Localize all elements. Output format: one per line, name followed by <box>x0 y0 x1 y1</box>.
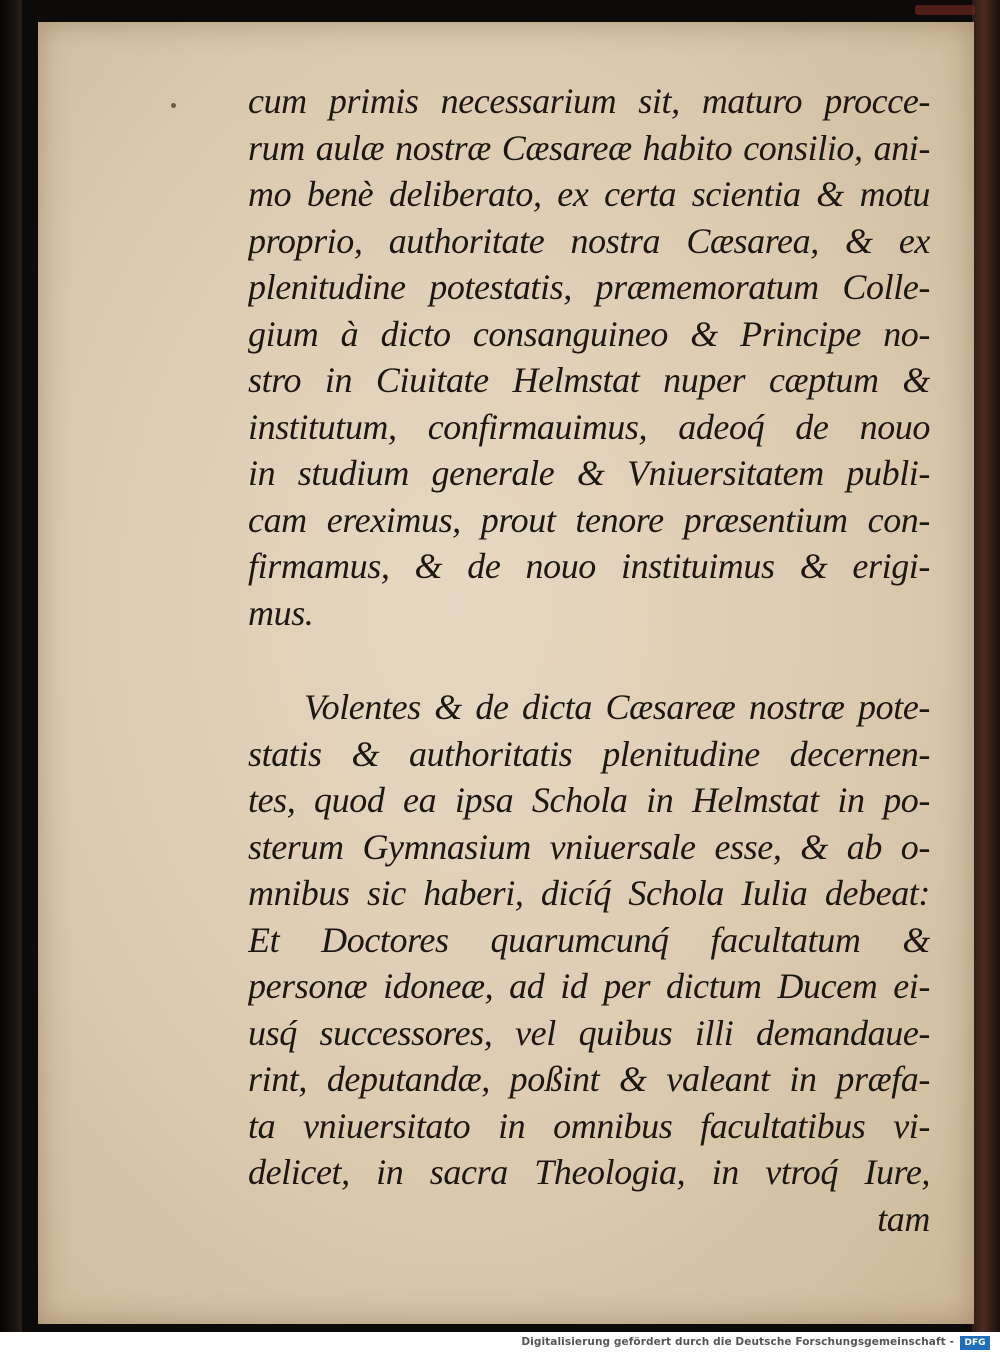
text-line: mus. <box>248 592 314 633</box>
text-line: rum aulæ nostræ Cæsareæ habito consilio, ani- <box>248 127 930 168</box>
page-text-block <box>248 78 930 1242</box>
paragraph-2 <box>248 684 930 1242</box>
text-line: cum primis necessarium sit, maturo procce- <box>248 81 930 121</box>
text-line: Et Doctores quarumcunq́ facultatum & <box>248 919 930 960</box>
text-line: plenitudine potestatis, præmemoratum Colle- <box>248 267 930 307</box>
text-line: usq́ successores, vel quibus illi demandaue- <box>248 1012 930 1053</box>
text-line: sterum Gymnasium vniuersale esse, & ab o- <box>248 826 930 867</box>
text-line: personæ idoneæ, ad id per dictum Ducem ei- <box>248 966 930 1006</box>
text-line: firmamus, & de nouo instituimus & erigi- <box>248 546 930 586</box>
binding-mark <box>915 5 975 15</box>
text-line: rint, deputandæ, poßint & valeant in præfa- <box>248 1059 930 1099</box>
dfg-logo: DFG <box>960 1336 990 1350</box>
text-line: stro in Ciuitate Helmstat nuper cæptum & <box>248 360 930 400</box>
book-spine-shadow <box>0 0 22 1332</box>
text-line: in studium generale & Vniuersitatem publi- <box>248 453 930 493</box>
margin-mark <box>171 103 176 108</box>
book-edge <box>972 0 1000 1332</box>
text-line: ta vniuersitato in omnibus facultatibus vi- <box>248 1105 930 1146</box>
text-line: institutum, confirmauimus, adeoq́ de nouo <box>248 406 930 447</box>
text-line: mo benè deliberato, ex certa scientia & motu <box>248 174 930 214</box>
paragraph-1 <box>248 78 930 636</box>
text-line: tes, quod ea ipsa Schola in Helmstat in po- <box>248 780 930 820</box>
catchword: tam <box>877 1198 930 1239</box>
text-line: statis & authoritatis plenitudine decernen- <box>248 733 930 774</box>
text-line: mnibus sic haberi, dicíq́ Schola Iulia debeat: <box>248 873 930 913</box>
text-line: proprio, authoritate nostra Cæsarea, & ex <box>248 220 930 261</box>
text-line: cam ereximus, prout tenore præsentium con- <box>248 499 930 540</box>
text-line: Volentes & de dicta Cæsareæ nostræ pote- <box>304 687 930 727</box>
text-line: gium à dicto consanguineo & Principe no- <box>248 313 930 354</box>
funding-credit: Digitalisierung gefördert durch die Deutsche Forschungsgemeinschaft - <box>521 1336 954 1348</box>
text-line: delicet, in sacra Theologia, in vtroq́ Iure, <box>248 1152 930 1192</box>
paragraph-gap <box>248 636 930 684</box>
